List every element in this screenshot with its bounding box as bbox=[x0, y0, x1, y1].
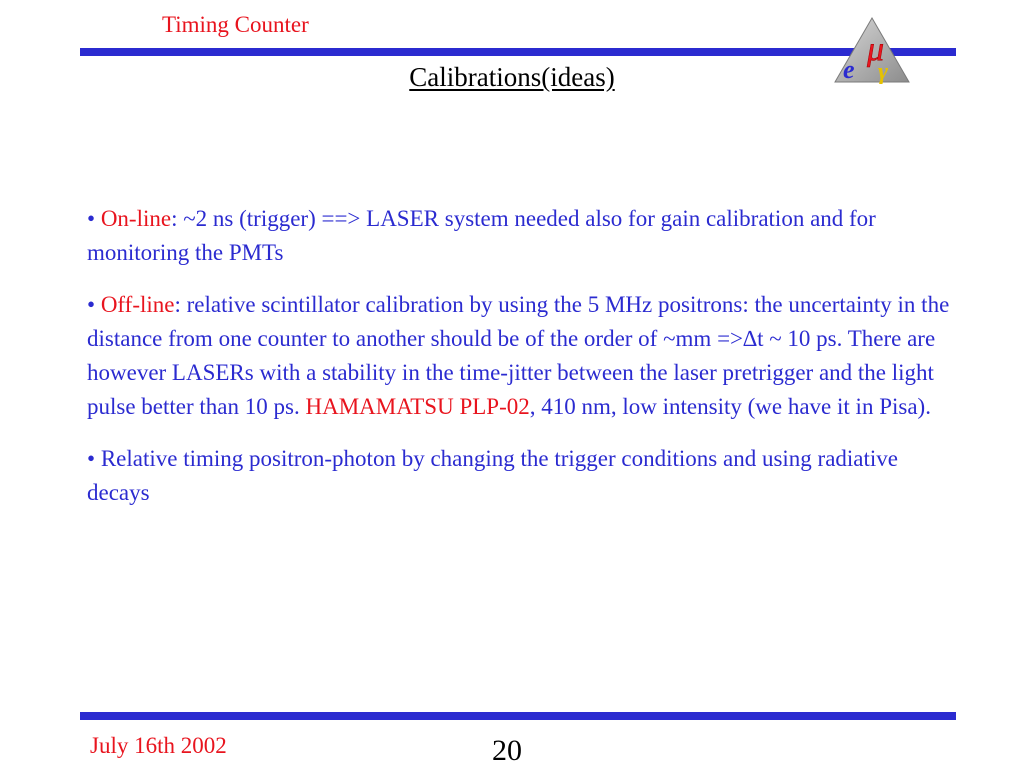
header-title: Timing Counter bbox=[162, 12, 309, 37]
svg-text:γ: γ bbox=[878, 59, 888, 84]
bullet-highlight: HAMAMATSU PLP-02 bbox=[305, 394, 530, 419]
bullet-marker: • bbox=[87, 292, 96, 317]
bullet-text: Relative timing positron-photon by changing the trigger conditions and using radiative decays bbox=[87, 446, 898, 505]
bullet-item-relative-timing bbox=[87, 442, 957, 510]
svg-text:μ: μ bbox=[867, 31, 885, 68]
bullet-term: On-line bbox=[100, 206, 172, 231]
bullet-text: : relative scintillator calibration by using the 5 MHz positrons: the uncertainty in the distance from one counter to another should be of the order of ~mm =>∆t ~ 10 ps. There are however LASERs with a stability in the time-jitter between the laser pretrigger and the light pulse better than 10 ps. bbox=[87, 292, 950, 419]
bullet-text-continued: , 410 nm, low intensity (we have it in Pisa). bbox=[529, 394, 931, 419]
bottom-rule bbox=[80, 712, 956, 720]
bullet-term: Off-line bbox=[100, 292, 175, 317]
bullet-text: : ~2 ns (trigger) ==> LASER system needed also for gain calibration and for monitoring the PMTs bbox=[87, 206, 876, 265]
bullet-marker: • bbox=[87, 206, 96, 231]
bullet-marker: • bbox=[87, 446, 96, 471]
svg-text:e: e bbox=[843, 55, 855, 84]
top-rule bbox=[80, 48, 956, 56]
slide-title: Calibrations(ideas) bbox=[409, 62, 615, 92]
bullet-list bbox=[87, 202, 957, 528]
footer-date: July 16th 2002 bbox=[90, 733, 227, 758]
page-number: 20 bbox=[492, 734, 522, 767]
bullet-item-online bbox=[87, 202, 957, 270]
bullet-item-offline bbox=[87, 288, 957, 424]
